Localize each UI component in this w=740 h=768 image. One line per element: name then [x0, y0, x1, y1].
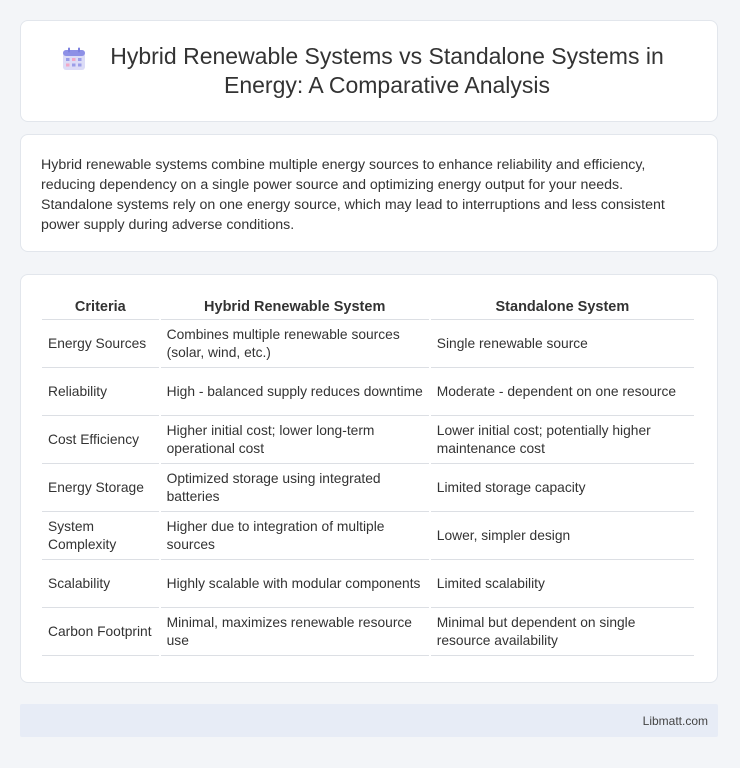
criteria-cell: Scalability — [42, 560, 159, 608]
footer-brand-link[interactable]: Libmatt.com — [642, 713, 708, 728]
table-header-row — [42, 295, 694, 320]
hybrid-cell: Higher initial cost; lower long-term operational cost — [161, 416, 429, 464]
standalone-cell: Lower, simpler design — [431, 512, 694, 560]
hybrid-cell: Optimized storage using integrated batteries — [161, 464, 429, 512]
criteria-cell: Energy Storage — [42, 464, 159, 512]
standalone-cell: Limited storage capacity — [431, 464, 694, 512]
table-row — [42, 512, 694, 560]
standalone-cell: Minimal but dependent on single resource availability — [431, 608, 694, 656]
table-row — [42, 368, 694, 416]
standalone-cell: Single renewable source — [431, 320, 694, 368]
criteria-cell: Energy Sources — [42, 320, 159, 368]
header-hybrid: Hybrid Renewable System — [161, 295, 429, 320]
header-criteria: Criteria — [42, 295, 159, 320]
table-row — [42, 608, 694, 656]
title-card — [20, 20, 718, 122]
standalone-cell: Limited scalability — [431, 560, 694, 608]
hybrid-cell: Minimal, maximizes renewable resource use — [161, 608, 429, 656]
comparison-card — [20, 274, 718, 683]
table-row — [42, 464, 694, 512]
criteria-cell: Cost Efficiency — [42, 416, 159, 464]
criteria-cell: Carbon Footprint — [42, 608, 159, 656]
calendar-grid-icon — [61, 46, 87, 72]
standalone-cell: Moderate - dependent on one resource — [431, 368, 694, 416]
header-standalone: Standalone System — [431, 295, 694, 320]
hybrid-cell: Higher due to integration of multiple sources — [161, 512, 429, 560]
table-row — [42, 416, 694, 464]
footer-bar — [20, 704, 718, 737]
hybrid-cell: High - balanced supply reduces downtime — [161, 368, 429, 416]
page-title: Hybrid Renewable Systems vs Standalone Systems in Energy: A Comparative Analysis — [110, 43, 664, 98]
intro-card — [20, 134, 718, 252]
hybrid-cell: Highly scalable with modular components — [161, 560, 429, 608]
title-wrap — [61, 42, 677, 100]
standalone-cell: Lower initial cost; potentially higher maintenance cost — [431, 416, 694, 464]
hybrid-cell: Combines multiple renewable sources (solar, wind, etc.) — [161, 320, 429, 368]
comparison-table — [40, 295, 696, 656]
intro-paragraph: Hybrid renewable systems combine multiple energy sources to enhance reliability and efficiency, reducing dependency on a single power source and optimizing energy output for your needs. Standalone systems rely on one energy source, which may lead to interruptions and less consistent power supply during adverse conditions. — [41, 157, 665, 233]
criteria-cell: Reliability — [42, 368, 159, 416]
table-row — [42, 320, 694, 368]
criteria-cell: System Complexity — [42, 512, 159, 560]
table-row — [42, 560, 694, 608]
